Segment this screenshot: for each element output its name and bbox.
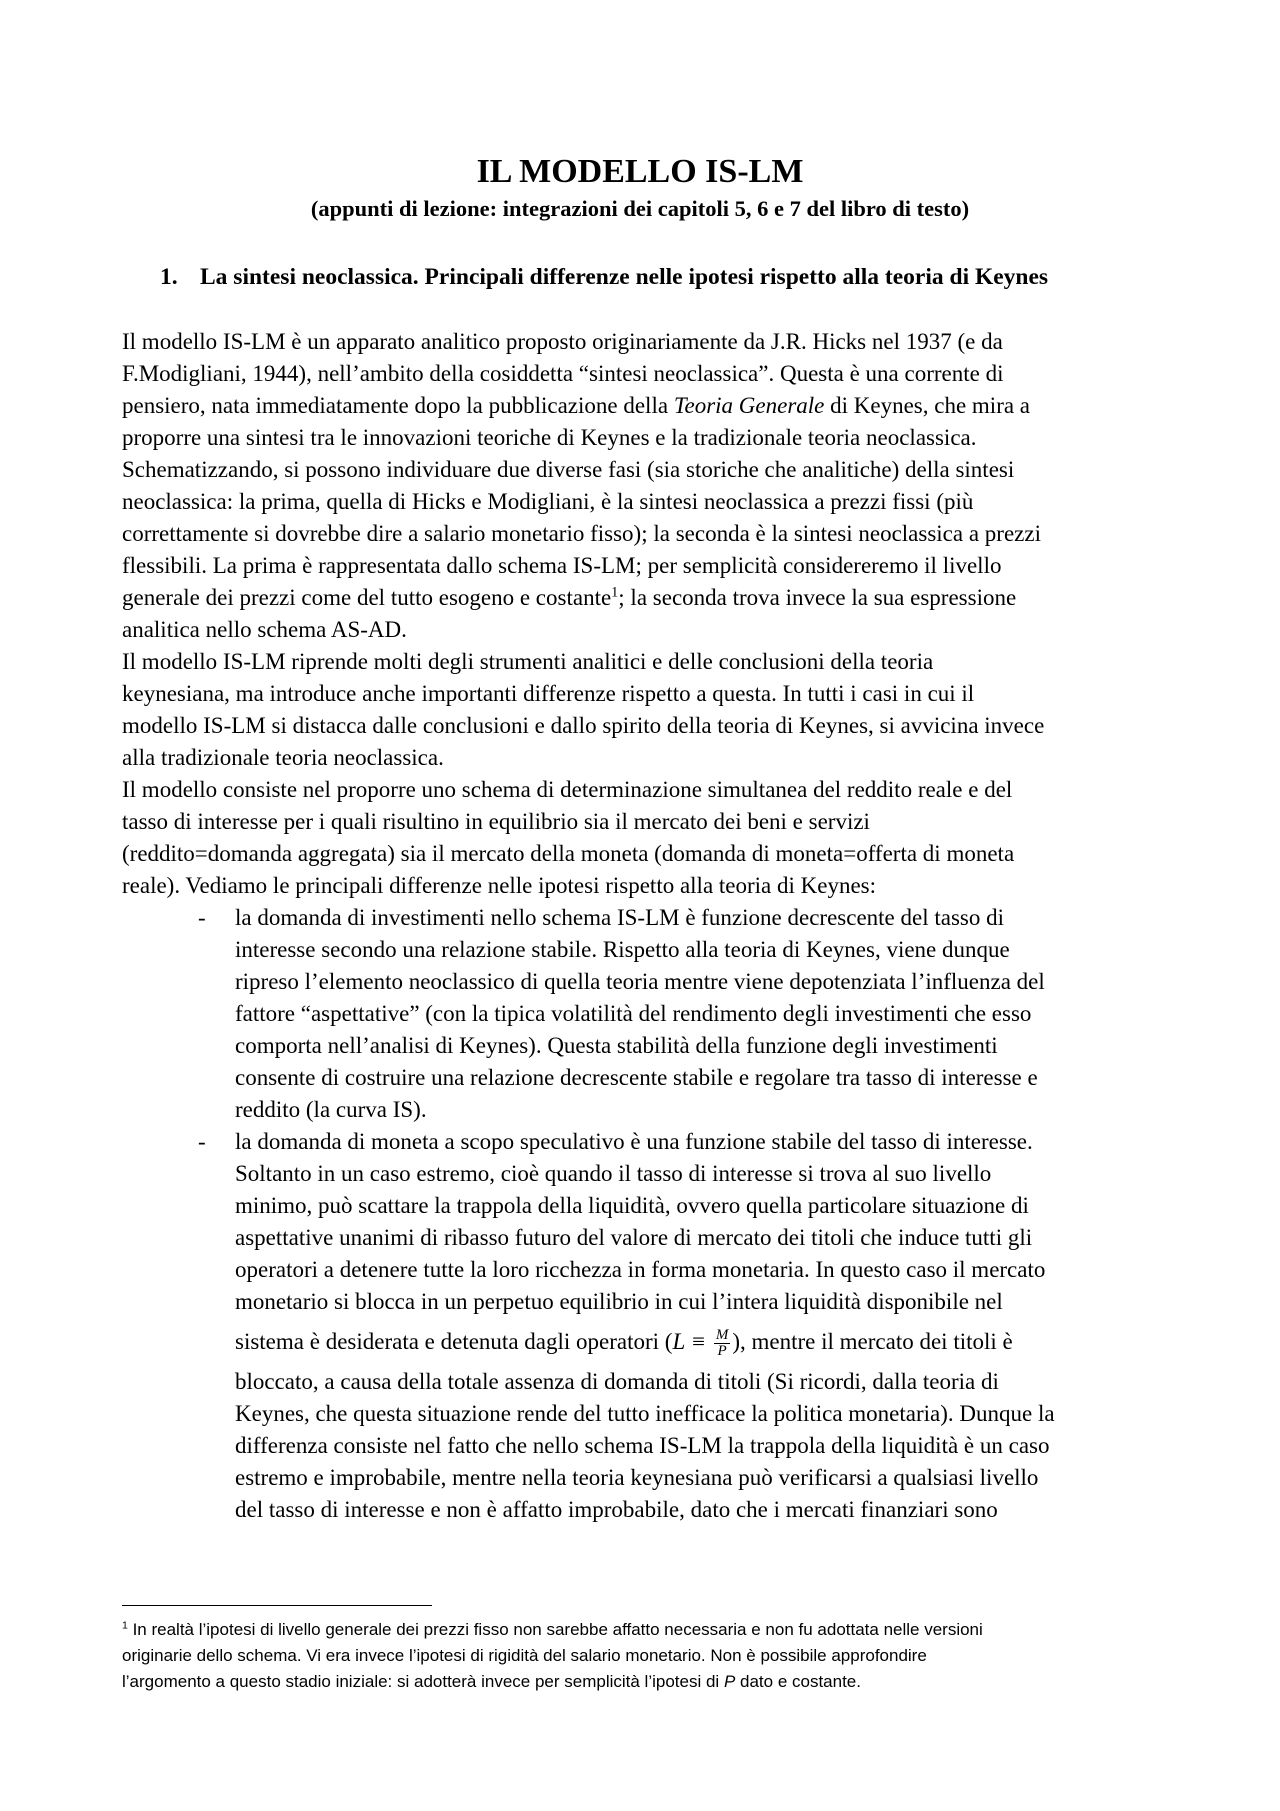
text-line: proporre una sintesi tra le innovazioni teoriche di Keynes e la tradizionale teoria neoclassica. xyxy=(122,425,977,450)
paragraph-2 xyxy=(122,646,1172,774)
text-line: (reddito=domanda aggregata) sia il mercato della moneta (domanda di moneta=offerta di moneta xyxy=(122,841,1015,866)
text-span: ; la seconda trova invece la sua espressione xyxy=(618,585,1017,610)
footnote-line: originarie dello schema. Vi era invece l’ipotesi di rigidità del salario monetario. Non è possibile approfondire xyxy=(122,1646,927,1665)
page-subtitle: (appunti di lezione: integrazioni dei capitoli 5, 6 e 7 del libro di testo) xyxy=(310,196,970,221)
footnote-separator xyxy=(122,1605,432,1606)
text-line: differenza consiste nel fatto che nello schema IS-LM la trappola della liquidità è un caso xyxy=(235,1433,1050,1458)
text-line: Il modello consiste nel proporre uno schema di determinazione simultanea del reddito reale e del xyxy=(122,777,1013,802)
footnote xyxy=(122,1617,1182,1695)
text-span: ), mentre il mercato dei titoli è xyxy=(732,1329,1013,1354)
text-line: minimo, può scattare la trappola della liquidità, ovvero quella particolare situazione di xyxy=(235,1193,1029,1218)
text-line: tasso di interesse per i quali risultino in equilibrio sia il mercato dei beni e servizi xyxy=(122,809,870,834)
text-line: modello IS-LM si distacca dalle conclusioni e dallo spirito della teoria di Keynes, si avvicina invece xyxy=(122,713,1045,738)
text-line: flessibili. La prima è rappresentata dallo schema IS-LM; per semplicità considereremo il livello xyxy=(122,553,1002,578)
text-line: del tasso di interesse e non è affatto improbabile, dato che i mercati finanziari sono xyxy=(235,1497,998,1522)
text-line: ripreso l’elemento neoclassico di quella teoria mentre viene depotenziata l’influenza del xyxy=(235,969,1045,994)
text-line: Il modello IS-LM riprende molti degli strumenti analitici e delle conclusioni della teoria xyxy=(122,649,934,674)
text-line xyxy=(122,902,1172,934)
text-span: pensiero, nata immediatamente dopo la pubblicazione della xyxy=(122,393,674,418)
text-line: analitica nello schema AS-AD. xyxy=(122,617,407,642)
text-line: correttamente si dovrebbe dire a salario monetario fisso); la seconda è la sintesi neoclassica a prezzi xyxy=(122,521,1041,546)
text-line xyxy=(122,582,1172,614)
text-line: fattore “aspettative” (con la tipica volatilità del rendimento degli investimenti che esso xyxy=(235,1001,1032,1026)
text-line: bloccato, a causa della totale assenza di domanda di titoli (Si ricordi, dalla teoria di xyxy=(235,1369,999,1394)
text-span: generale dei prezzi come del tutto esogeno e costante xyxy=(122,585,612,610)
text-line xyxy=(122,1318,1172,1366)
text-line: operatori a detenere tutte la loro ricchezza in forma monetaria. In questo caso il mercato xyxy=(235,1257,1046,1282)
page-title: IL MODELLO IS-LM xyxy=(476,153,804,190)
text-line: Soltanto in un caso estremo, cioè quando il tasso di interesse si trova al suo livello xyxy=(235,1161,992,1186)
fraction-denominator: P xyxy=(717,1343,727,1360)
section-heading xyxy=(160,262,1048,292)
text-line: Il modello IS-LM è un apparato analitico proposto originariamente da J.R. Hicks nel 1937 (e da xyxy=(122,329,1003,354)
bullet-marker: - xyxy=(198,1129,206,1154)
bullet-marker: - xyxy=(198,905,206,930)
text-span: In realtà l’ipotesi di livello generale dei prezzi fisso non sarebbe affatto necessaria e non fu adottata nelle versioni xyxy=(127,1620,983,1639)
text-line: reale). Vediamo le principali differenze nelle ipotesi rispetto alla teoria di Keynes: xyxy=(122,873,877,898)
text-line xyxy=(122,390,1172,422)
text-line: comporta nell’analisi di Keynes). Questa stabilità della funzione degli investimenti xyxy=(235,1033,998,1058)
text-span: la domanda di moneta a scopo speculativo è una funzione stabile del tasso di interesse. xyxy=(235,1129,1033,1154)
fraction-numerator: M xyxy=(715,1327,729,1344)
book-title: Teoria Generale xyxy=(673,393,825,418)
footnote-variable: P xyxy=(723,1672,736,1691)
formula-lhs: L ≡ xyxy=(672,1329,712,1354)
text-span: l’argomento a questo stadio iniziale: si adotterà invece per semplicità l’ipotesi di xyxy=(122,1672,724,1691)
text-span: la domanda di investimenti nello schema IS-LM è funzione decrescente del tasso di xyxy=(235,905,1004,930)
text-line: F.Modigliani, 1944), nell’ambito della cosiddetta “sintesi neoclassica”. Questa è una corrente di xyxy=(122,361,1004,386)
text-line xyxy=(122,1126,1172,1158)
text-span: dato e costante. xyxy=(735,1672,861,1691)
text-line: reddito (la curva IS). xyxy=(235,1097,427,1122)
text-line: aspettative unanimi di ribasso futuro del valore di mercato dei titoli che induce tutti gli xyxy=(235,1225,1033,1250)
text-line: consente di costruire una relazione decrescente stabile e regolare tra tasso di interesse e xyxy=(235,1065,1038,1090)
text-line: neoclassica: la prima, quella di Hicks e Modigliani, è la sintesi neoclassica a prezzi fissi (più xyxy=(122,489,974,514)
text-span: sistema è desiderata e detenuta dagli operatori ( xyxy=(235,1329,673,1354)
bullet-item-money-demand xyxy=(122,1126,1172,1526)
text-span: di Keynes, che mira a xyxy=(824,393,1031,418)
paragraph-1 xyxy=(122,326,1172,646)
text-line: monetario si blocca in un perpetuo equilibrio in cui l’intera liquidità disponibile nel xyxy=(235,1289,1003,1314)
bullet-item-investment-demand xyxy=(122,902,1172,1126)
footnote-reference[interactable]: 1 xyxy=(611,584,619,601)
body-text xyxy=(122,326,1172,1526)
formula-fraction xyxy=(714,1328,731,1359)
section-title: La sintesi neoclassica. Principali differenze nelle ipotesi rispetto alla teoria di Keynes xyxy=(200,264,1049,290)
text-line: Keynes, che questa situazione rende del tutto inefficace la politica monetaria). Dunque la xyxy=(235,1401,1055,1426)
text-line: estremo e improbabile, mentre nella teoria keynesiana può verificarsi a qualsiasi livello xyxy=(235,1465,1039,1490)
text-line: alla tradizionale teoria neoclassica. xyxy=(122,745,444,770)
paragraph-3 xyxy=(122,774,1172,902)
text-line: Schematizzando, si possono individuare due diverse fasi (sia storiche che analitiche) della sintesi xyxy=(122,457,1015,482)
footnote-line xyxy=(122,1617,1182,1643)
footnote-number: 1 xyxy=(122,1619,128,1632)
section-number: 1. xyxy=(160,264,178,290)
text-line: keynesiana, ma introduce anche importanti differenze rispetto a questa. In tutti i casi in cui il xyxy=(122,681,975,706)
footnote-line xyxy=(122,1669,1182,1695)
text-line: interesse secondo una relazione stabile. Rispetto alla teoria di Keynes, viene dunque xyxy=(235,937,1010,962)
